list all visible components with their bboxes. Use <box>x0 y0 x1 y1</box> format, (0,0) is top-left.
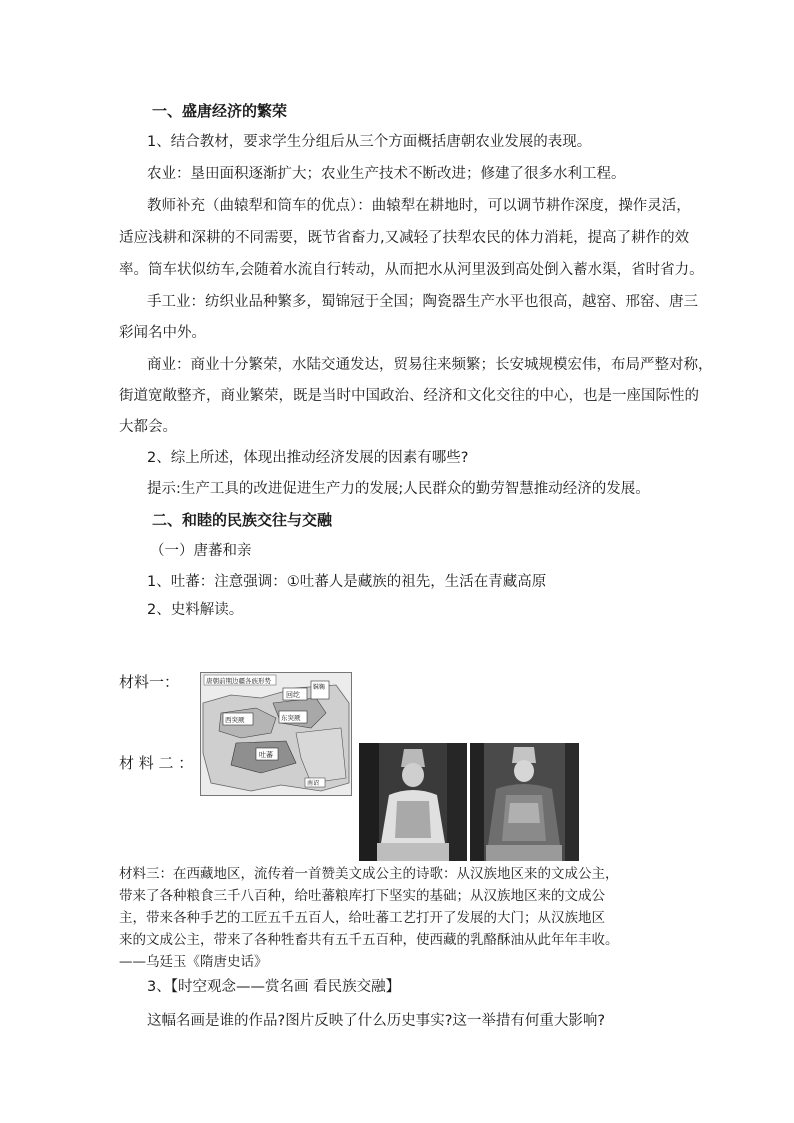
handicraft-line: 手工业：纺织业品种繁多，蜀锦冠于全国；陶瓷器生产水平也很高，越窑、邢窑、唐三 <box>147 294 698 310</box>
statue-icon <box>359 743 467 861</box>
teacher-note-line: 教师补充（曲辕犁和筒车的优点）：曲辕犁在耕地时，可以调节耕作深度，操作灵活， <box>147 198 691 214</box>
subsection-heading: （一）唐蕃和亲 <box>150 543 252 559</box>
map-label: 西突厥 <box>225 716 245 724</box>
commerce-line: 街道宽敞整齐，商业繁荣，既是当时中国政治、经济和文化交往的中心，也是一座国际性的 <box>119 388 699 404</box>
map-label: 吐蕃 <box>259 751 273 759</box>
statue-icon <box>470 743 579 861</box>
material-3-source: ——乌廷玉《隋唐史话》 <box>119 954 268 970</box>
commerce-line: 大都会。 <box>119 419 177 435</box>
material-1-label: 材料一： <box>119 673 180 691</box>
statue-photo-2 <box>470 743 579 861</box>
material-2-label: 材 料 二 ： <box>119 754 194 772</box>
reading-label: 2、史料解读。 <box>147 602 244 618</box>
map-label: 回纥 <box>286 691 300 699</box>
map-label: 靺鞨 <box>313 684 326 691</box>
question-3: 3、【时空观念——赏名画 看民族交融】 <box>147 979 401 995</box>
material-3-line: 来的文成公主，带来了各种牲畜共有五千五百种，使西藏的乳酪酥油从此年年丰收。 <box>119 932 619 948</box>
map-label: 南诏 <box>307 780 320 787</box>
map-title: 唐朝前期边疆各族形势 <box>206 677 271 685</box>
question-1: 1、结合教材，要求学生分组后从三个方面概括唐朝农业发展的表现。 <box>147 134 592 150</box>
material-3-line: 带来了各种粮食三千八百种，给吐蕃粮库打下坚实的基础；从汉族地区来的文成公 <box>119 888 605 904</box>
question-2: 2、综上所述，体现出推动经济发展的因素有哪些? <box>147 450 469 466</box>
statue-photo-1 <box>359 743 467 861</box>
tang-frontier-map <box>200 672 352 796</box>
question-3-prompt: 这幅名画是谁的作品?图片反映了什么历史事实?这一举措有何重大影响? <box>147 1013 606 1029</box>
material-3-line: 主，带来各种手艺的工匠五千五百人，给吐蕃工艺打开了发展的大门；从汉族地区 <box>119 910 605 926</box>
hint-text: 提示:生产工具的改进促进生产力的发展;人民群众的勤劳智慧推动经济的发展。 <box>147 481 650 497</box>
map-icon <box>201 673 351 795</box>
agriculture-paragraph: 农业：垦田面积逐渐扩大；农业生产技术不断改进；修建了很多水利工程。 <box>147 166 626 182</box>
teacher-note-line: 率。筒车状似纺车,会随着水流自行转动，从而把水从河里汲到高处倒入蓄水渠，省时省力。 <box>119 262 704 278</box>
teacher-note-line: 适应浅耕和深耕的不同需要，既节省畜力,又减轻了扶犁农民的体力消耗，提高了耕作的效 <box>119 230 690 246</box>
section2-heading: 二、和睦的民族交往与交融 <box>152 511 333 529</box>
material-3-line: 材料三：在西藏地区，流传着一首赞美文成公主的诗歌：从汉族地区来的文成公主， <box>119 866 619 882</box>
map-label: 东突厥 <box>281 714 301 722</box>
tubo-note: 1、吐蕃：注意强调：①吐蕃人是藏族的祖先，生活在青藏高原 <box>147 574 547 590</box>
section1-heading: 一、盛唐经济的繁荣 <box>152 102 288 120</box>
commerce-line: 商业：商业十分繁荣，水陆交通发达，贸易往来频繁；长安城规模宏伟，布局严整对称， <box>147 357 713 373</box>
handicraft-line: 彩闻名中外。 <box>119 325 206 341</box>
